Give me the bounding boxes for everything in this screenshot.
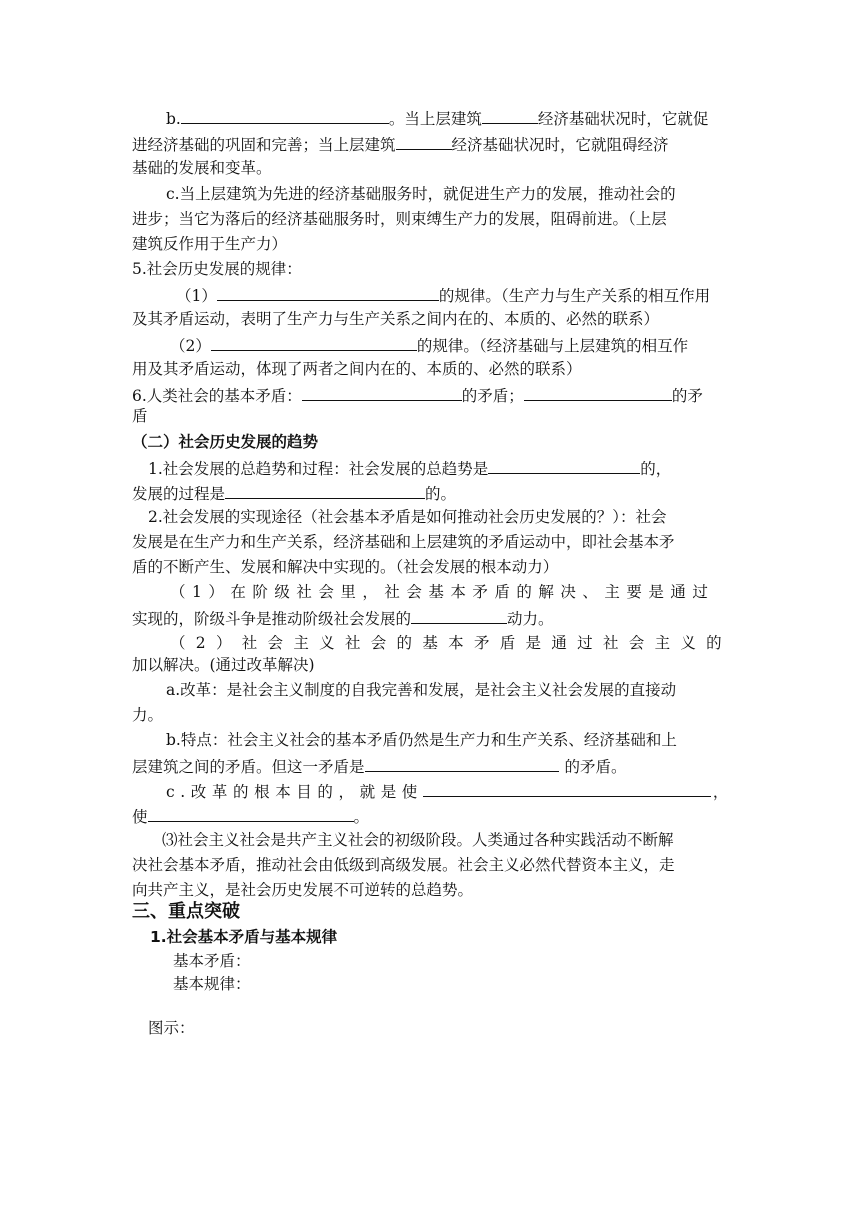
answer-blank[interactable] <box>365 754 559 772</box>
c-item-line2: 进步；当它为落后的经济基础服务时，则束缚生产力的发展，阻碍前进。（上层 <box>132 210 667 228</box>
point6-mid: 的矛盾； <box>461 387 524 405</box>
b-item-line2 <box>132 132 669 156</box>
section2-s1-line2 <box>132 606 554 630</box>
answer-blank[interactable] <box>423 779 711 797</box>
point5-title: 5.社会历史发展的规律： <box>132 260 302 278</box>
b-item-text: 。当上层建筑 <box>388 110 482 128</box>
section2-c-line2-text: 使 <box>132 808 148 826</box>
section2-p1-line2-text: 发展的过程是 <box>132 485 226 503</box>
answer-blank[interactable] <box>396 132 452 150</box>
section2-p2-line2: 发展是在生产力和生产关系，经济基础和上层建筑的矛盾运动中，即社会基本矛 <box>132 533 675 551</box>
section2-p2-line3: 盾的不断产生、发展和解决中实现的。（社会发展的根本动力） <box>132 558 559 576</box>
answer-blank[interactable] <box>482 106 538 124</box>
section2-p1-line2 <box>132 481 456 505</box>
b-item-line1 <box>166 106 708 130</box>
point5-sub2-line2: 用及其矛盾运动，体现了两者之间内在的、本质的、必然的联系） <box>132 360 582 378</box>
answer-blank[interactable] <box>302 383 462 401</box>
answer-blank[interactable] <box>488 456 640 474</box>
section2-s2-line1: （2）社会主义社会的基本矛盾是通过社会主义的 <box>170 634 732 652</box>
c-item-line3: 建筑反作用于生产力） <box>132 235 288 253</box>
point6-end: 的矛 <box>671 387 703 405</box>
section2-p2-line1: 2.社会发展的实现途径（社会基本矛盾是如何推动社会历史发展的？）：社会 <box>148 508 667 526</box>
section2-p1 <box>148 456 671 480</box>
answer-blank[interactable] <box>225 481 425 499</box>
section2-s1-line1: （1）在阶级社会里，社会基本矛盾的解决、主要是通过 <box>170 583 715 601</box>
section2-a-line2: 力。 <box>132 706 164 724</box>
answer-blank[interactable] <box>211 333 417 351</box>
b-item-text: 经济基础状况时，它就阻碍经济 <box>451 136 669 154</box>
point5-sub1-prefix: （1） <box>176 287 217 305</box>
section2-a-line1: a.改革：是社会主义制度的自我完善和发展，是社会主义社会发展的直接动 <box>166 681 677 699</box>
point6-line1 <box>132 383 703 407</box>
b-item-text: 进经济基础的巩固和完善；当上层建筑 <box>132 136 396 154</box>
section2-c-line1-text: c.改革的根本目的，就是使 <box>166 783 423 801</box>
point5-sub1-suffix: 的规律。（生产力与生产关系的相互作用 <box>438 287 711 305</box>
section2-s3-line3: 向共产主义，是社会历史发展不可逆转的总趋势。 <box>132 881 474 899</box>
point6-line2: 盾 <box>132 407 148 425</box>
section2-b-line2 <box>132 754 627 778</box>
answer-blank[interactable] <box>217 283 439 301</box>
answer-blank[interactable] <box>148 804 354 822</box>
b-item-prefix: b. <box>166 110 181 128</box>
section3-subheading: 1.社会基本矛盾与基本规律 <box>150 928 338 946</box>
section3-heading: 三、重点突破 <box>132 901 240 922</box>
b-item-text: 经济基础状况时，它就促 <box>537 110 709 128</box>
section2-c-line2 <box>132 804 369 828</box>
diagram-label: 图示： <box>148 1019 195 1037</box>
c-item-line1: c.当上层建筑为先进的经济基础服务时，就促进生产力的发展，推动社会的 <box>166 185 676 203</box>
point5-sub2 <box>170 333 688 357</box>
section2-s3-line2: 决社会基本矛盾，推动社会由低级到高级发展。社会主义必然代替资本主义，走 <box>132 856 675 874</box>
section2-p1-end: 的， <box>640 460 672 478</box>
section2-s1-line2-text: 实现的，阶级斗争是推动阶级社会发展的 <box>132 610 412 628</box>
section2-s2-line2: 加以解决。(通过改革解决) <box>132 656 315 674</box>
point6-prefix: 6.人类社会的基本矛盾： <box>132 387 302 405</box>
section2-s1-line2-end: 动力。 <box>507 610 554 628</box>
point5-sub1-line2: 及其矛盾运动，表明了生产力与生产关系之间内在的、本质的、必然的联系） <box>132 310 660 328</box>
point5-sub2-suffix: 的规律。（经济基础与上层建筑的相互作 <box>416 337 689 355</box>
basic-law-label: 基本规律： <box>173 975 251 993</box>
basic-contradiction-label: 基本矛盾： <box>173 952 251 970</box>
answer-blank[interactable] <box>411 606 507 624</box>
answer-blank[interactable] <box>181 106 389 124</box>
section2-c-line1-end: ， <box>712 783 729 801</box>
section2-c-line1 <box>166 779 728 803</box>
point5-sub2-prefix: （2） <box>170 337 211 355</box>
section2-p1-line2-end: 的。 <box>425 485 457 503</box>
section2-b-line2-text: 层建筑之间的矛盾。但这一矛盾是 <box>132 758 365 776</box>
section2-p1-text: 1.社会发展的总趋势和过程：社会发展的总趋势是 <box>148 460 489 478</box>
section2-c-line2-end: 。 <box>353 808 370 826</box>
point5-sub1 <box>176 283 710 307</box>
section2-b-line2-end: 的矛盾。 <box>564 758 627 776</box>
section2-heading: （二）社会历史发展的趋势 <box>132 433 319 451</box>
section2-s3-line1: ⑶社会主义社会是共产主义社会的初级阶段。人类通过各种实践活动不断解 <box>162 831 674 849</box>
answer-blank[interactable] <box>524 383 672 401</box>
b-item-line3: 基础的发展和变革。 <box>132 159 272 177</box>
section2-b-line1: b.特点：社会主义社会的基本矛盾仍然是生产力和生产关系、经济基础和上 <box>166 731 677 749</box>
